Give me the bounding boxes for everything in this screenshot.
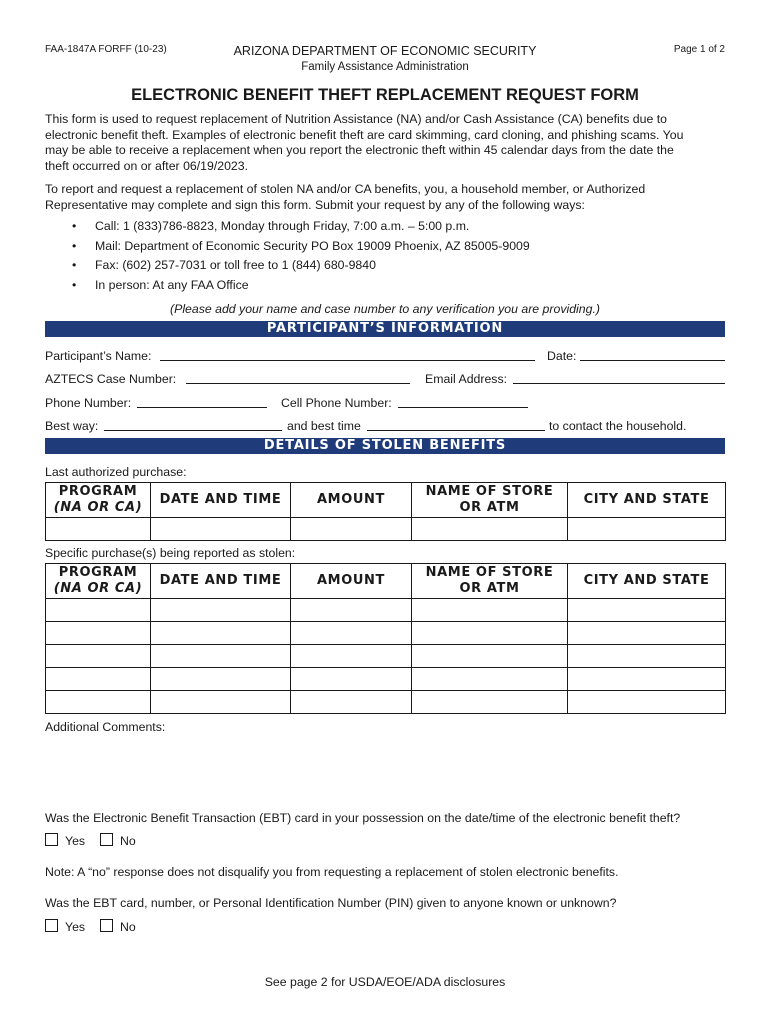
q1-yes-option[interactable]: Yes	[45, 833, 85, 848]
amount-cell[interactable]	[291, 622, 412, 645]
q2-yes-option[interactable]: Yes	[45, 919, 85, 934]
table-row	[46, 622, 726, 645]
email-field[interactable]	[513, 383, 725, 384]
amount-cell[interactable]	[291, 691, 412, 714]
last-purchase-label: Last authorized purchase:	[45, 465, 187, 479]
case-number-field[interactable]	[186, 383, 410, 384]
checkbox-icon	[45, 919, 58, 932]
page-number: Page 1 of 2	[673, 44, 725, 55]
last-purchase-table	[45, 482, 726, 541]
additional-comments-label: Additional Comments:	[45, 720, 166, 734]
question-card-possession: Was the Electronic Benefit Transaction (EBT) card in your possession on the date/time of the electronic benefit theft?	[45, 811, 681, 825]
participant-name-field[interactable]	[160, 360, 535, 361]
stolen-section-heading: DETAILS OF STOLEN BENEFITS	[45, 438, 725, 454]
store-cell[interactable]	[412, 518, 568, 541]
intro-line: theft occurred on or after 06/19/2023.	[45, 158, 249, 173]
cell-phone-field[interactable]	[398, 407, 528, 408]
stolen-purchases-table	[45, 563, 726, 714]
date-label: Date:	[547, 349, 577, 363]
program-cell[interactable]	[46, 691, 151, 714]
best-way-field[interactable]	[104, 430, 282, 431]
col-store: NAME OF STORE OR ATM	[412, 483, 568, 518]
date-time-cell[interactable]	[151, 518, 291, 541]
additional-comments-area[interactable]	[45, 738, 725, 800]
email-label: Email Address:	[425, 372, 508, 386]
col-city-state: CITY AND STATE	[568, 483, 726, 518]
intro-paragraph	[45, 112, 735, 174]
date-time-cell[interactable]	[151, 691, 291, 714]
report-line: To report and request a replacement of stolen NA and/or CA benefits, you, a household member, or Authorized	[45, 182, 646, 196]
method-call: • Call: 1 (833)786-8823, Monday through Friday, 7:00 a.m. – 5:00 p.m.	[72, 219, 530, 239]
amount-cell[interactable]	[291, 668, 412, 691]
question-pin-shared: Was the EBT card, number, or Personal Identification Number (PIN) given to anyone known or unknown?	[45, 896, 617, 910]
division-name: Family Assistance Administration	[301, 61, 469, 73]
checkbox-icon	[45, 833, 58, 846]
form-title: ELECTRONIC BENEFIT THEFT REPLACEMENT REQUEST FORM	[131, 86, 639, 104]
date-time-cell[interactable]	[151, 599, 291, 622]
participant-section-heading: PARTICIPANT’S INFORMATION	[45, 321, 725, 337]
col-program: PROGRAM (NA OR CA)	[46, 564, 151, 599]
col-city-state: CITY AND STATE	[568, 564, 726, 599]
method-in-person: • In person: At any FAA Office	[72, 278, 530, 298]
report-line: Representative may complete and sign this form. Submit your request by any of the following ways:	[45, 197, 585, 212]
col-date-time: DATE AND TIME	[151, 483, 291, 518]
q1-no-option[interactable]: No	[100, 833, 136, 848]
intro-line: may be able to receive a replacement when you report the electronic theft within 45 calendar days from the date the	[45, 143, 674, 157]
col-store: NAME OF STORE OR ATM	[412, 564, 568, 599]
store-cell[interactable]	[412, 622, 568, 645]
amount-cell[interactable]	[291, 518, 412, 541]
city-state-cell[interactable]	[568, 622, 726, 645]
amount-cell[interactable]	[291, 599, 412, 622]
program-cell[interactable]	[46, 668, 151, 691]
date-time-cell[interactable]	[151, 622, 291, 645]
method-mail: • Mail: Department of Economic Security PO Box 19009 Phoenix, AZ 85005-9009	[72, 239, 530, 259]
program-cell[interactable]	[46, 645, 151, 668]
report-paragraph	[45, 182, 735, 213]
phone-field[interactable]	[137, 407, 267, 408]
store-cell[interactable]	[412, 599, 568, 622]
q2-no-option[interactable]: No	[100, 919, 136, 934]
method-fax: • Fax: (602) 257-7031 or toll free to 1 (844) 680-9840	[72, 258, 530, 278]
case-number-label: AZTECS Case Number:	[45, 372, 177, 386]
contact-suffix: to contact the household.	[549, 419, 687, 433]
col-amount: AMOUNT	[291, 564, 412, 599]
best-time-field[interactable]	[367, 430, 545, 431]
form-id: FAA-1847A FORFF (10-23)	[45, 44, 167, 55]
checkbox-icon	[100, 833, 113, 846]
city-state-cell[interactable]	[568, 645, 726, 668]
table-row	[46, 518, 726, 541]
date-time-cell[interactable]	[151, 668, 291, 691]
col-program: PROGRAM (NA OR CA)	[46, 483, 151, 518]
table-row	[46, 691, 726, 714]
program-cell[interactable]	[46, 622, 151, 645]
submission-methods	[72, 219, 530, 298]
footer-note: See page 2 for USDA/EOE/ADA disclosures	[264, 975, 506, 989]
participant-name-label: Participant’s Name:	[45, 349, 152, 363]
cell-phone-label: Cell Phone Number:	[281, 396, 392, 410]
date-field[interactable]	[580, 360, 725, 361]
city-state-cell[interactable]	[568, 691, 726, 714]
table-row	[46, 668, 726, 691]
program-cell[interactable]	[46, 518, 151, 541]
intro-line: This form is used to request replacement of Nutrition Assistance (NA) and/or Cash Assistance (CA) benefits due to	[45, 112, 667, 126]
program-cell[interactable]	[46, 599, 151, 622]
date-time-cell[interactable]	[151, 645, 291, 668]
store-cell[interactable]	[412, 668, 568, 691]
city-state-cell[interactable]	[568, 668, 726, 691]
store-cell[interactable]	[412, 691, 568, 714]
col-date-time: DATE AND TIME	[151, 564, 291, 599]
table-row	[46, 645, 726, 668]
city-state-cell[interactable]	[568, 518, 726, 541]
table-row	[46, 599, 726, 622]
store-cell[interactable]	[412, 645, 568, 668]
city-state-cell[interactable]	[568, 599, 726, 622]
intro-line: electronic benefit theft. Examples of electronic benefit theft are card skimming, card cloning, and phishing scams. You	[45, 127, 684, 142]
best-way-label: Best way:	[45, 419, 99, 433]
phone-label: Phone Number:	[45, 396, 132, 410]
amount-cell[interactable]	[291, 645, 412, 668]
agency-name: ARIZONA DEPARTMENT OF ECONOMIC SECURITY	[233, 44, 537, 58]
specific-purchases-label: Specific purchase(s) being reported as stolen:	[45, 546, 296, 560]
verification-note: (Please add your name and case number to any verification you are providing.)	[170, 302, 600, 316]
col-amount: AMOUNT	[291, 483, 412, 518]
checkbox-icon	[100, 919, 113, 932]
disqualify-note: Note: A “no” response does not disqualify you from requesting a replacement of stolen electronic benefits.	[45, 865, 619, 879]
best-time-label: and best time	[287, 419, 361, 433]
